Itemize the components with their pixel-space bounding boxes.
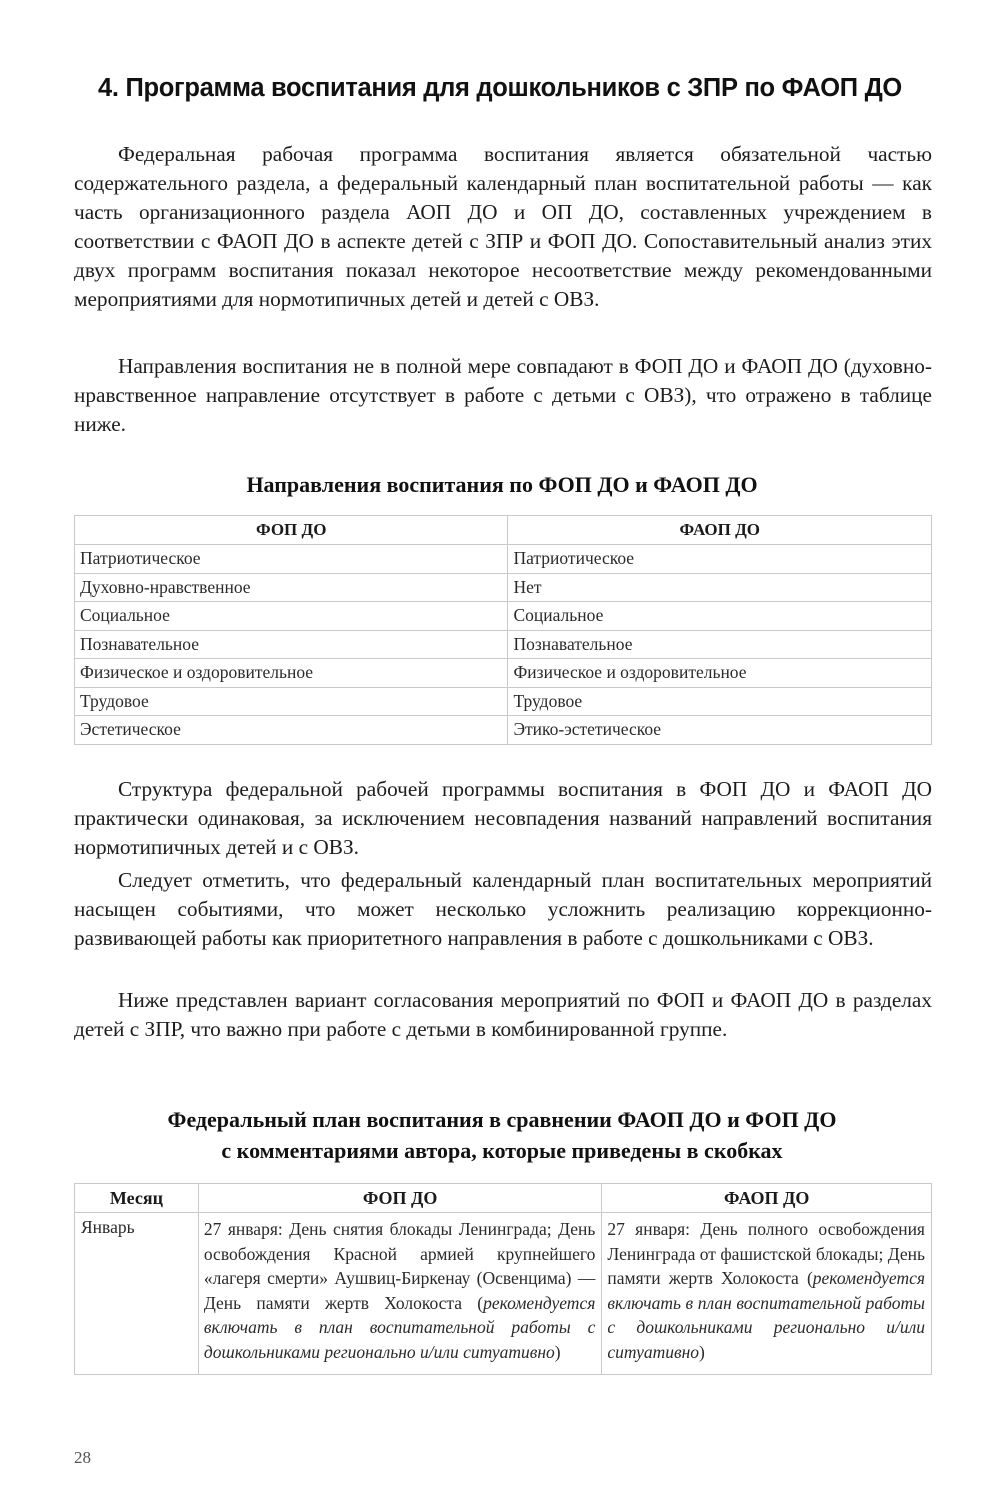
table2-title-line1: Федеральный план воспитания в сравнении ФАОП ДО и ФОП ДО (167, 1107, 837, 1132)
table1-title: Направления воспитания по ФОП ДО и ФАОП ДО (246, 472, 758, 497)
paragraph-5: Ниже представлен вариант согласования мероприятий по ФОП и ФАОП ДО в разделах детей с ЗПР, что важно при работе с детьми в комбинированной группе. (74, 988, 932, 1041)
faop-cell (602, 1213, 932, 1375)
paragraph-3: Структура федеральной рабочей программы воспитания в ФОП ДО и ФАОП ДО практически одинаковая, за исключением несовпадения названий направлений воспитания нормотипичных детей и с ОВЗ. (74, 777, 932, 859)
section-heading: 4. Программа воспитания для дошкольников с ЗПР по ФАОП ДО (98, 74, 902, 102)
table-row (75, 716, 932, 745)
comment-close: ) (554, 1341, 561, 1362)
fop-cell (198, 1213, 601, 1375)
table-cell: Патриотическое (75, 545, 508, 574)
table-header-row (75, 1184, 932, 1213)
paragraph-2: Направления воспитания не в полной мере совпадают в ФОП ДО и ФАОП ДО (духовно-нравственное направление отсутствует в работе с детьми с ОВЗ), что отражено в таблице ниже. (74, 354, 932, 436)
column-header-faop: ФАОП ДО (602, 1184, 932, 1213)
table-cell: Патриотическое (508, 545, 932, 574)
table-cell: Трудовое (75, 687, 508, 716)
directions-table (74, 515, 932, 745)
table-row (75, 659, 932, 688)
paragraph-4: Следует отметить, что федеральный календарный план воспитательных мероприятий насыщен событиями, что может несколько усложнить реализацию коррекционно-развивающей работы как приоритетного направления в работе с дошкольниками с ОВЗ. (74, 868, 932, 950)
column-header-month: Месяц (75, 1184, 199, 1213)
event-text: 27 января: День снятия блокады Ленинграда; День освобождения Красной армией крупнейшего «лагеря смерти» Аушвиц-Биркенау (Освенцима) — День памяти жертв Холокоста ( (203, 1219, 596, 1313)
table2-title-line2: с комментариями автора, которые приведены в скобках (221, 1138, 783, 1163)
table-cell: Трудовое (508, 687, 932, 716)
table-cell: Эстетическое (75, 716, 508, 745)
author-comment: рекомендуется включать в план воспитательной работы с дошкольниками регионально и/или ситуативно (607, 1268, 925, 1362)
table-cell: Познавательное (508, 630, 932, 659)
table-cell: Физическое и оздоровительное (508, 659, 932, 688)
table-cell: Нет (508, 573, 932, 602)
table-row (75, 687, 932, 716)
column-header-faop: ФАОП ДО (508, 516, 932, 545)
table-row (75, 545, 932, 574)
table-row (75, 602, 932, 631)
author-comment: рекомендуется включать в план воспитательной работы с дошкольниками регионально и/или ситуативно (203, 1292, 596, 1362)
event-text: 27 января: День полного освобождения Ленинграда от фашистской блокады; День памяти жертв Холокоста ( (607, 1219, 925, 1288)
table-cell: Познавательное (75, 630, 508, 659)
table-cell: Социальное (75, 602, 508, 631)
column-header-fop: ФОП ДО (198, 1184, 601, 1213)
table-cell: Духовно-нравственное (75, 573, 508, 602)
column-header-fop: ФОП ДО (75, 516, 508, 545)
table-cell: Физическое и оздоровительное (75, 659, 508, 688)
page-number: 28 (74, 1448, 91, 1467)
table-cell: Этико-эстетическое (508, 716, 932, 745)
month-cell: Январь (75, 1213, 199, 1375)
table-cell: Социальное (508, 602, 932, 631)
table-row (75, 573, 932, 602)
calendar-plan-table (74, 1183, 932, 1375)
table-row (75, 630, 932, 659)
table-row (75, 1213, 932, 1375)
paragraph-1: Федеральная рабочая программа воспитания является обязательной частью содержательного раздела, а федеральный календарный план воспитательной работы — как часть организационного раздела АОП ДО и ОП ДО, составленных учреждением в соответствии с ФАОП ДО в аспекте детей с ЗПР и ФОП ДО. Сопоставительный анализ этих двух программ воспитания показал некоторое несоответствие между рекомендованными мероприятиями для нормотипичных детей и детей с ОВЗ. (74, 142, 932, 311)
table-header-row (75, 516, 932, 545)
comment-close: ) (699, 1341, 705, 1362)
